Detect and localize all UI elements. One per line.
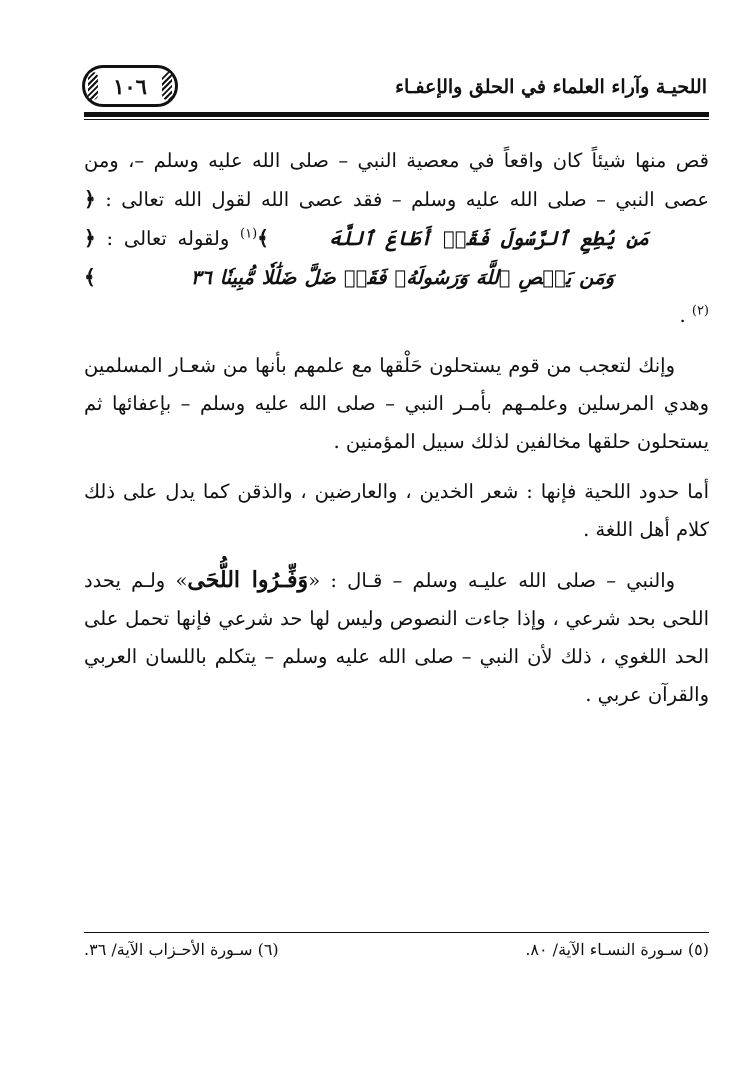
paragraph-1-text: قص منها شيئاً كان واقعاً في معصية النبي – صلى الله عليه وسلم –، ومن عصى النبي – صلى الله عليه وسلم – فقد عصى الله لقول الله تعالى :: [84, 149, 709, 211]
footnote-rule: [84, 932, 709, 933]
footnote-ref-2: (٢): [691, 303, 709, 319]
footnote-5: (٥) سـورة النسـاء الآية/ ٨٠.: [525, 940, 709, 959]
footnotes: [84, 940, 709, 959]
paragraph-2: وإنك لتعجب من قوم يستحلون حَلْقها مع علمهم بأنها من شعـار المسلمين وهدي المرسلين وعلمـهم بأمـر النبي – صلى الله عليه وسلم – بإعفائها ثم يستحلون حلقها مخالفين لذلك سبيل المؤمنين .: [84, 354, 709, 453]
verse-close-bracket: ﴾: [257, 226, 269, 250]
paragraph-1-text-2: ولقوله تعالى :: [106, 227, 230, 250]
footnote-ref-1: (١): [240, 226, 258, 242]
quran-verse-2: وَمَن يَعۡصِ ٱللَّهَ وَرَسُولَهُۥ فَقَدۡ ضَلَّ ضَلَٰلٗا مُّبِينٗا ٣٦: [190, 266, 614, 289]
body-text: [84, 142, 709, 714]
verse-open-bracket: ﴿: [84, 226, 96, 250]
quran-verse-1: مَن يُطِعِ ٱلرَّسُولَ فَقَدۡ أَطَاعَ ٱللَّهَ: [328, 227, 649, 250]
verse-close-bracket: ﴾: [84, 265, 96, 289]
paragraph-1: [84, 142, 709, 335]
page-number-badge: [82, 65, 178, 107]
paragraph-4: [84, 561, 709, 714]
running-header-title: اللحيـة وآراء العلماء في الحلق والإعفـاء: [395, 76, 707, 98]
quote-open-mark: «: [308, 569, 321, 592]
header-rule-thick: [84, 112, 709, 117]
page-number: ١٠٦: [113, 73, 147, 99]
header-rule-thin: [84, 119, 709, 120]
paragraph-3: أما حدود اللحية فإنها : شعر الخدين ، والعارضين ، والذقن كما يدل على ذلك كلام أهل اللغة .: [84, 480, 709, 541]
paragraph-4-text-2: ولـم يحدد اللحى بحد شرعي ، وإذا جاءت النصوص وليس لها حد شرعي فإنها تحمل على الحد اللغوي ، ذلك لأن النبي – صلى الله عليه وسلم – يتكلم باللسان العربي والقرآن عربي .: [84, 569, 709, 706]
paragraph-1-end: .: [679, 304, 686, 327]
verse-open-bracket: ﴿: [84, 187, 96, 211]
quote-close-mark: »: [175, 569, 188, 592]
hadith-quote: وَفِّـرُوا اللُّحَى: [187, 567, 309, 593]
paragraph-4-text: والنبي – صلى الله عليـه وسلم – قـال :: [330, 569, 676, 592]
footnote-6: (٦) سـورة الأحـزاب الآية/ ٣٦.: [84, 940, 279, 959]
